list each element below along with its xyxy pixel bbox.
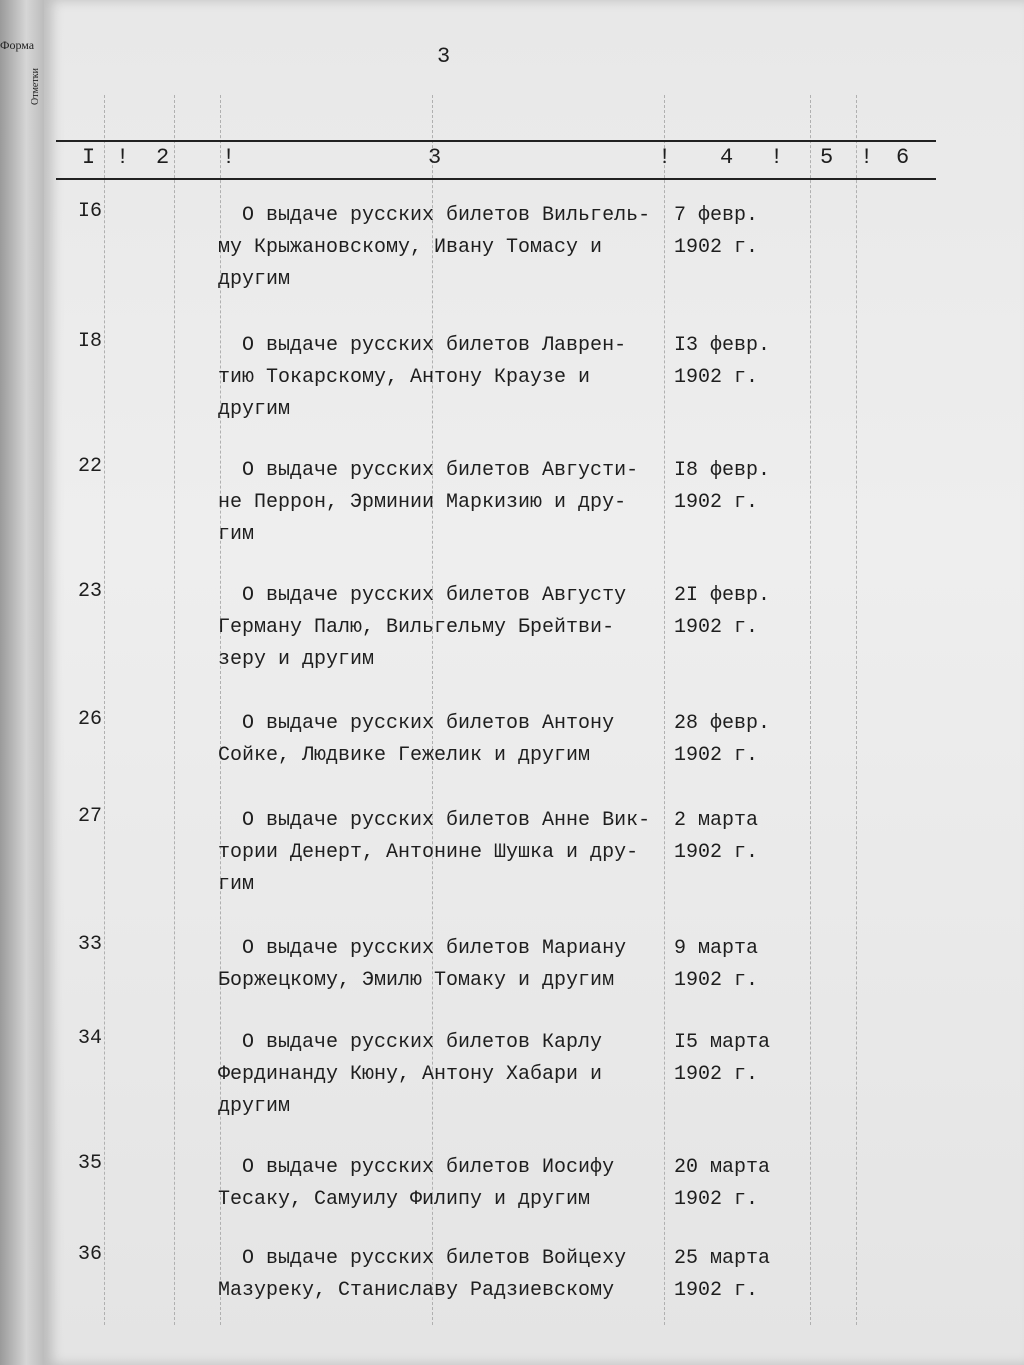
entry-date — [674, 1027, 794, 1091]
header-rule-bottom — [56, 178, 936, 180]
entry-date-line: 20 марта — [674, 1156, 771, 1179]
entry-description — [218, 1243, 668, 1307]
entry-date — [674, 933, 794, 997]
entry-date-line: I5 марта — [674, 1031, 771, 1054]
entry-date-line: 28 февр. — [674, 712, 771, 735]
header-col-4: 4 — [720, 145, 734, 170]
header-col-6: 6 — [896, 145, 910, 170]
entry-description-line: другим — [218, 268, 291, 291]
entry-description-line: О выдаче русских билетов Августу — [218, 584, 627, 607]
entry-number: I8 — [78, 330, 103, 353]
entry-date-line: 2I февр. — [674, 584, 771, 607]
entry-description — [218, 933, 668, 997]
entry-description — [218, 708, 668, 772]
entry-number: 33 — [78, 933, 103, 956]
entry-date — [674, 805, 794, 869]
entry-description-line: тории Денерт, Антонине Шушка и дру- — [218, 841, 639, 864]
entry-date — [674, 1243, 794, 1307]
entry-description — [218, 805, 668, 901]
entry-date-line: I8 февр. — [674, 459, 771, 482]
entry-description-line: О выдаче русских билетов Вильгель- — [218, 204, 651, 227]
header-sep: ! — [770, 145, 784, 170]
entry-description-line: другим — [218, 398, 291, 421]
header-rule-top — [56, 140, 936, 142]
entry-description-line: Герману Палю, Вильгельму Брейтви- — [218, 616, 615, 639]
document-page — [44, 0, 1024, 1365]
column-divider — [104, 95, 105, 1325]
entry-description-line: другим — [218, 1095, 291, 1118]
entry-description — [218, 1152, 668, 1216]
entry-number: 26 — [78, 708, 103, 731]
entry-description-line: О выдаче русских билетов Августи- — [218, 459, 639, 482]
header-sep: ! — [222, 145, 236, 170]
entry-date — [674, 200, 794, 264]
column-divider — [856, 95, 857, 1325]
entry-date — [674, 708, 794, 772]
entry-date-line: 9 марта — [674, 937, 759, 960]
entry-description-line: гим — [218, 523, 255, 546]
entry-description-line: Фердинанду Кюну, Антону Хабари и — [218, 1063, 603, 1086]
entry-description-line: не Перрон, Эрминии Маркизию и дру- — [218, 491, 627, 514]
header-col-2: 2 — [156, 145, 170, 170]
entry-description-line: тию Токарскому, Антону Краузе и — [218, 366, 591, 389]
entry-number: 35 — [78, 1152, 103, 1175]
entry-description — [218, 200, 668, 296]
column-divider — [810, 95, 811, 1325]
entry-date — [674, 1152, 794, 1216]
entry-description-line: Сойке, Людвике Гежелик и другим — [218, 744, 591, 767]
entry-date-line: 1902 г. — [674, 366, 759, 389]
header-col-3: 3 — [428, 145, 442, 170]
entry-number: 34 — [78, 1027, 103, 1050]
notes-label: Отметки — [30, 68, 41, 105]
entry-description-line: О выдаче русских билетов Анне Вик- — [218, 809, 651, 832]
entry-number: 22 — [78, 455, 103, 478]
entry-date-line: 1902 г. — [674, 1279, 759, 1302]
page-number: 3 — [437, 44, 451, 69]
entry-date-line: 1902 г. — [674, 1188, 759, 1211]
entry-date-line: I3 февр. — [674, 334, 771, 357]
entry-description-line: му Крыжановскому, Ивану Томасу и — [218, 236, 603, 259]
entry-description — [218, 455, 668, 551]
column-divider — [174, 95, 175, 1325]
entry-description-line: О выдаче русских билетов Мариану — [218, 937, 627, 960]
entry-description-line: О выдаче русских билетов Антону — [218, 712, 615, 735]
entry-date — [674, 455, 794, 519]
entry-description — [218, 580, 668, 676]
entry-description — [218, 330, 668, 426]
entry-date-line: 2 марта — [674, 809, 759, 832]
entry-number: I6 — [78, 200, 103, 223]
entry-date-line: 25 марта — [674, 1247, 771, 1270]
entry-description-line: О выдаче русских билетов Карлу — [218, 1031, 603, 1054]
entry-description — [218, 1027, 668, 1123]
entry-description-line: гим — [218, 873, 255, 896]
entry-description-line: зеру и другим — [218, 648, 375, 671]
entry-number: 27 — [78, 805, 103, 828]
header-sep: ! — [658, 145, 672, 170]
entry-description-line: О выдаче русских билетов Иосифу — [218, 1156, 615, 1179]
header-col-1: I — [82, 145, 96, 170]
entry-description-line: Боржецкому, Эмилю Томаку и другим — [218, 969, 615, 992]
entry-date-line: 1902 г. — [674, 744, 759, 767]
binding-spine — [0, 0, 44, 1365]
entry-number: 23 — [78, 580, 103, 603]
form-label: Форма — [0, 38, 35, 52]
header-sep: ! — [860, 145, 874, 170]
entry-date-line: 1902 г. — [674, 969, 759, 992]
entry-date-line: 1902 г. — [674, 236, 759, 259]
header-col-5: 5 — [820, 145, 834, 170]
entry-date — [674, 580, 794, 644]
entry-date-line: 1902 г. — [674, 1063, 759, 1086]
entry-date-line: 7 февр. — [674, 204, 759, 227]
entry-description-line: О выдаче русских билетов Лаврен- — [218, 334, 627, 357]
entry-description-line: Тесаку, Самуилу Филипу и другим — [218, 1188, 591, 1211]
entry-description-line: Мазуреку, Станиславу Радзиевскому — [218, 1279, 615, 1302]
entry-date — [674, 330, 794, 394]
header-sep: ! — [116, 145, 130, 170]
entry-date-line: 1902 г. — [674, 491, 759, 514]
entry-date-line: 1902 г. — [674, 616, 759, 639]
entry-number: 36 — [78, 1243, 103, 1266]
entry-date-line: 1902 г. — [674, 841, 759, 864]
entry-description-line: О выдаче русских билетов Войцеху — [218, 1247, 627, 1270]
